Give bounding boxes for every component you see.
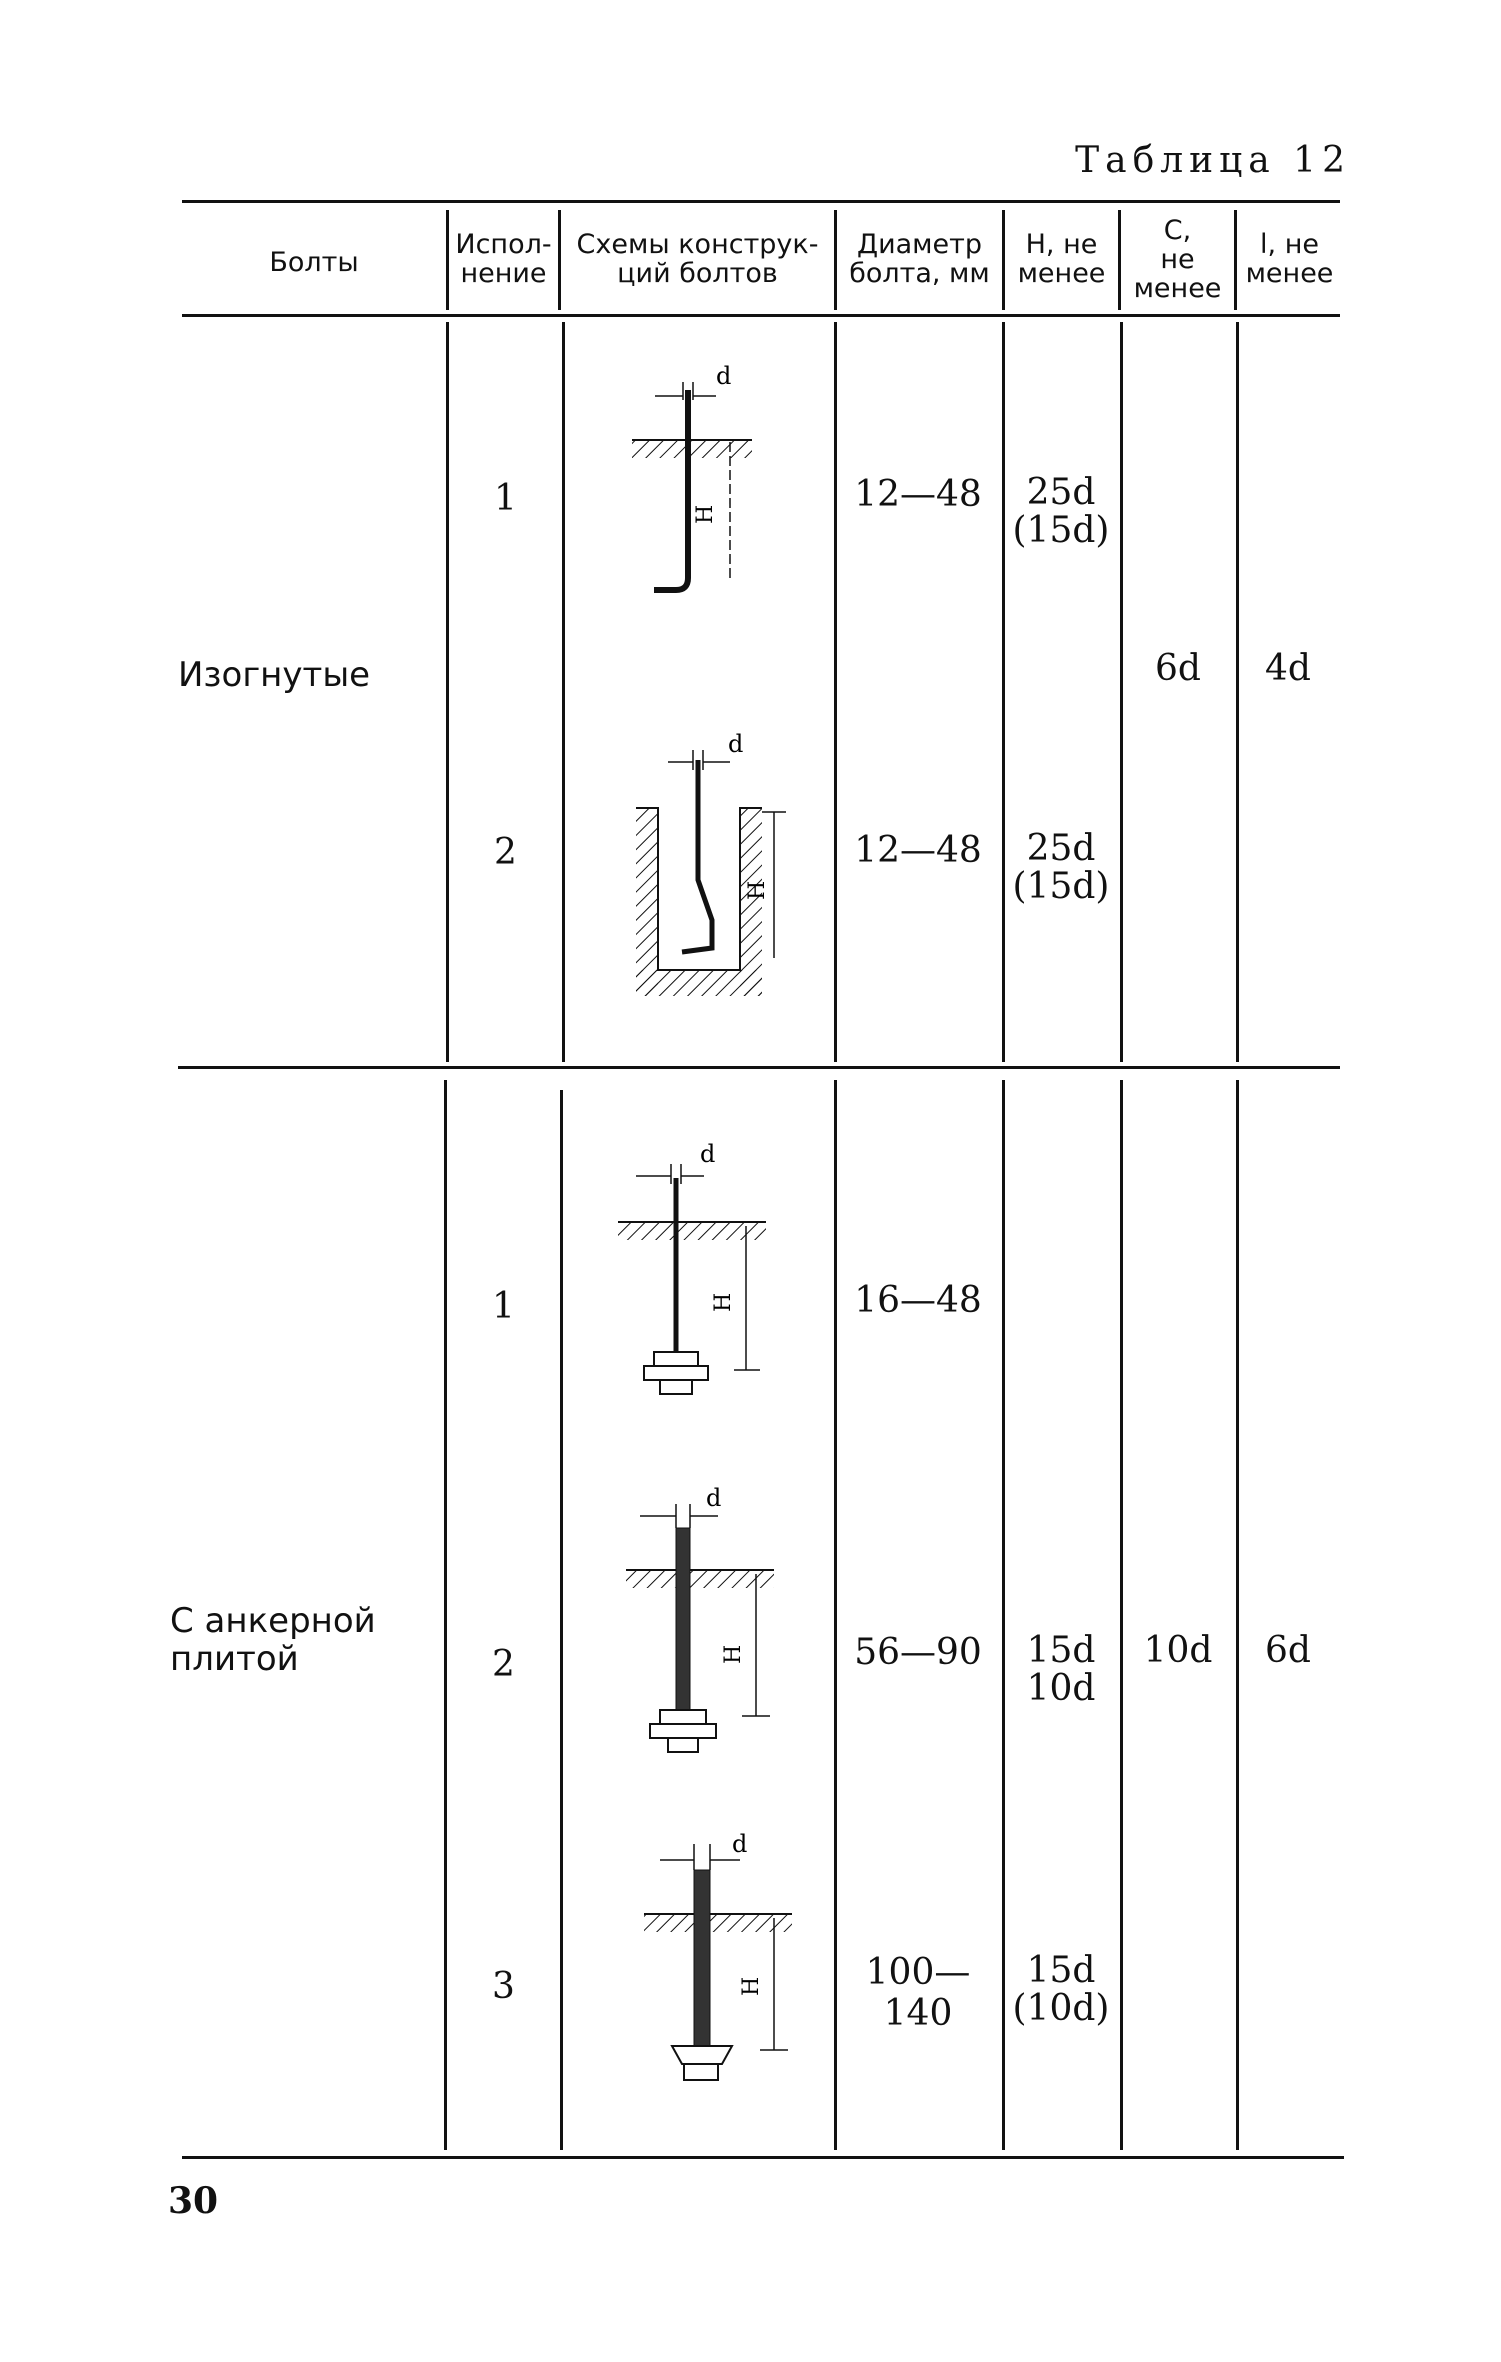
row-h-line: (15d) bbox=[1012, 510, 1110, 551]
bolt-shaft bbox=[694, 1870, 710, 2046]
row-diameter: 12—48 bbox=[854, 474, 982, 515]
d-label: d bbox=[706, 1484, 722, 1512]
well-wall-hatch bbox=[636, 808, 658, 996]
h-label: H bbox=[711, 1292, 736, 1312]
ground-hatch bbox=[618, 1222, 766, 1240]
ground-hatch bbox=[626, 1570, 774, 1588]
header-schemes-line: Схемы конструк- bbox=[576, 229, 819, 260]
header-diameter-line: болта, мм bbox=[849, 258, 990, 289]
nut bbox=[660, 1710, 706, 1724]
row-h-line: 25d bbox=[1026, 472, 1096, 513]
diagram-anchor-bolt-3 bbox=[644, 1830, 792, 2080]
h-label: H bbox=[721, 1644, 746, 1664]
h-label: H bbox=[739, 1976, 764, 1996]
group-l-value: 4d bbox=[1265, 648, 1311, 689]
diagram-anchor-bolt-2 bbox=[626, 1484, 774, 1752]
header-h-line: менее bbox=[1017, 258, 1106, 289]
row-h-line: 10d bbox=[1026, 1668, 1096, 1709]
header-l-line: l, не bbox=[1260, 229, 1319, 260]
row-diameter: 100—140 bbox=[865, 1952, 971, 2034]
row-h-line: 15d bbox=[1026, 1950, 1096, 1991]
header-c-line: C, bbox=[1163, 215, 1192, 246]
row-version: 3 bbox=[492, 1966, 515, 2007]
header-l-line: менее bbox=[1245, 258, 1334, 289]
ground-hatch bbox=[644, 1914, 792, 1932]
anchor-plate bbox=[650, 1724, 716, 1738]
diagram-anchor-bolt-1 bbox=[618, 1140, 766, 1394]
ground-hatch bbox=[632, 440, 752, 458]
header-h-line: H, не bbox=[1025, 229, 1098, 260]
nut bbox=[684, 2064, 718, 2080]
header-version-line: нение bbox=[460, 258, 547, 289]
row-version: 1 bbox=[494, 478, 517, 519]
row-version: 2 bbox=[492, 1644, 515, 1685]
row-diameter: 56—90 bbox=[854, 1632, 982, 1673]
well-wall-hatch bbox=[740, 808, 762, 996]
d-label: d bbox=[732, 1830, 748, 1858]
h-label: H bbox=[745, 880, 770, 900]
diagram-bent-bolt-1 bbox=[632, 362, 752, 590]
group-name: Изогнутые bbox=[178, 655, 371, 695]
row-h-line: (10d) bbox=[1012, 1988, 1110, 2029]
group-c-value: 10d bbox=[1143, 1630, 1213, 1671]
header-bolts-text: Болты bbox=[269, 247, 359, 278]
row-version: 1 bbox=[492, 1286, 515, 1327]
well-bottom-hatch bbox=[636, 970, 762, 996]
group-c-value: 6d bbox=[1155, 648, 1201, 689]
d-label: d bbox=[700, 1140, 716, 1168]
anchor-plate bbox=[672, 2046, 732, 2064]
bolt-shaft bbox=[654, 390, 688, 590]
row-diameter: 16—48 bbox=[854, 1280, 982, 1321]
header-c-line: менее bbox=[1133, 273, 1222, 304]
row-h-line: 15d bbox=[1026, 1630, 1096, 1671]
header-diameter-line: Диаметр bbox=[856, 229, 983, 260]
header-schemes-line: ций болтов bbox=[617, 258, 778, 289]
bolt-shaft bbox=[682, 760, 712, 952]
row-version: 2 bbox=[494, 832, 517, 873]
group-name-line: плитой bbox=[170, 1639, 299, 1679]
diagram-bent-bolt-2 bbox=[636, 730, 786, 996]
header-version-line: Испол- bbox=[455, 229, 552, 260]
group-name-line: С анкерной bbox=[170, 1601, 376, 1641]
anchor-plate bbox=[644, 1366, 708, 1380]
page-number: 30 bbox=[168, 2180, 219, 2222]
d-label: d bbox=[716, 362, 732, 390]
h-label: H bbox=[693, 504, 718, 524]
group-l-value: 6d bbox=[1265, 1630, 1311, 1671]
row-h-line: 25d bbox=[1026, 828, 1096, 869]
row-diameter: 12—48 bbox=[854, 830, 982, 871]
d-label: d bbox=[728, 730, 744, 758]
lock-nut bbox=[668, 1738, 698, 1752]
bolt-shaft bbox=[676, 1528, 690, 1714]
lock-nut bbox=[660, 1380, 692, 1394]
row-h-line: (15d) bbox=[1012, 866, 1110, 907]
nut bbox=[654, 1352, 698, 1366]
header-c-line: не bbox=[1160, 244, 1195, 275]
table-caption: Таблица 12 bbox=[1075, 140, 1351, 181]
